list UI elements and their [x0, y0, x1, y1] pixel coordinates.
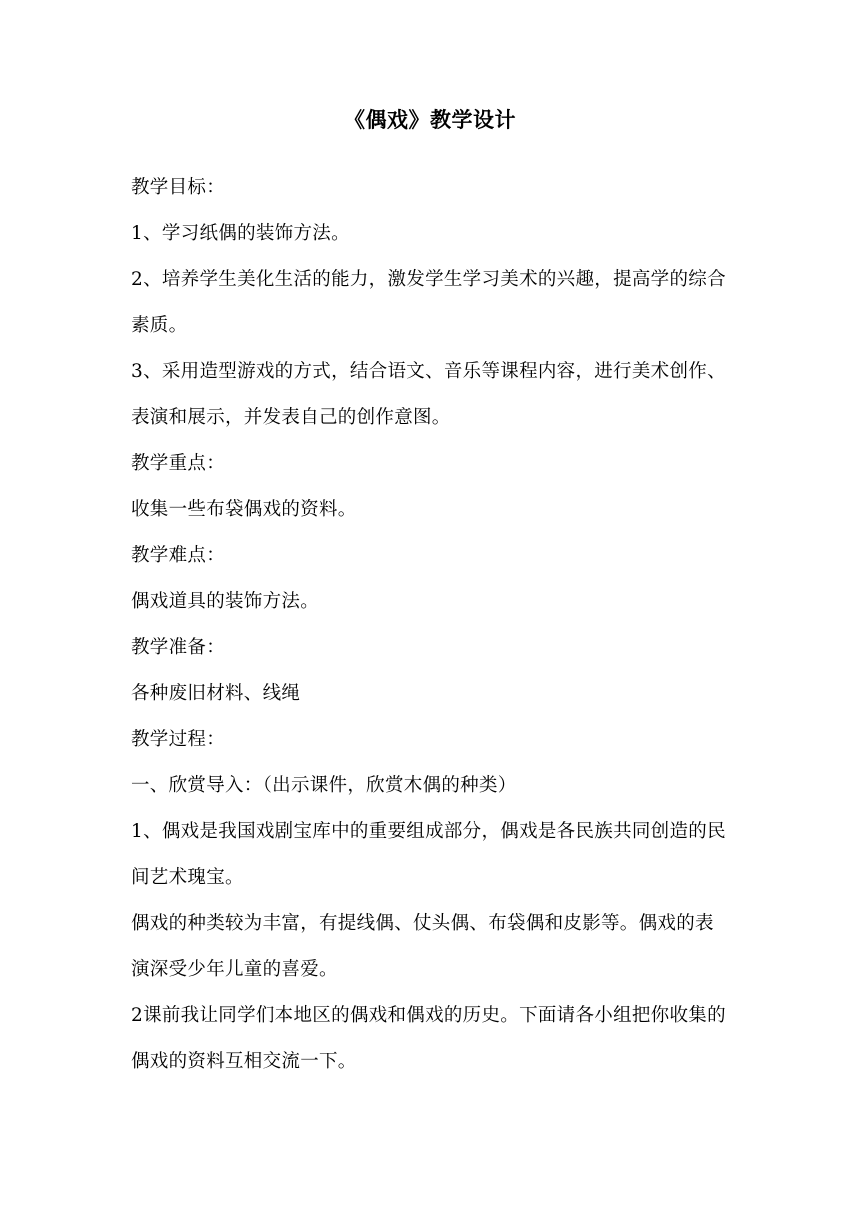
process-paragraph-1: 1、偶戏是我国戏剧宝库中的重要组成部分，偶戏是各民族共同创造的民间艺术瑰宝。 [131, 821, 726, 888]
key-points-text: 收集一些布袋偶戏的资料。 [131, 499, 357, 520]
section-heading-process: 教学过程： [131, 729, 226, 750]
process-paragraph-2: 偶戏的种类较为丰富，有提线偶、仗头偶、布袋偶和皮影等。偶戏的表演深受少年儿童的喜爱。 [131, 913, 714, 980]
difficulties-text: 偶戏道具的装饰方法。 [131, 591, 320, 612]
objective-item-1: 1、学习纸偶的装饰方法。 [131, 223, 350, 244]
process-paragraph-3: 2课前我让同学们本地区的偶戏和偶戏的历史。下面请各小组把你收集的偶戏的资料互相交流一下。 [131, 1005, 726, 1072]
section-heading-objectives: 教学目标： [131, 177, 226, 198]
preparation-text: 各种废旧材料、线绳 [131, 683, 301, 704]
document-body [131, 165, 731, 1085]
process-step-1-heading: 一、欣赏导入：（出示课件，欣赏木偶的种类） [131, 775, 517, 796]
section-heading-preparation: 教学准备： [131, 637, 226, 658]
objective-item-3: 3、采用造型游戏的方式，结合语文、音乐等课程内容，进行美术创作、表演和展示，并发表自己的创作意图。 [131, 361, 726, 428]
objective-item-2: 2、培养学生美化生活的能力，激发学生学习美术的兴趣，提高学的综合素质。 [131, 269, 726, 336]
section-heading-difficulties: 教学难点： [131, 545, 226, 566]
document-title: 《偶戏》教学设计 [344, 108, 516, 132]
section-heading-key-points: 教学重点： [131, 453, 226, 474]
